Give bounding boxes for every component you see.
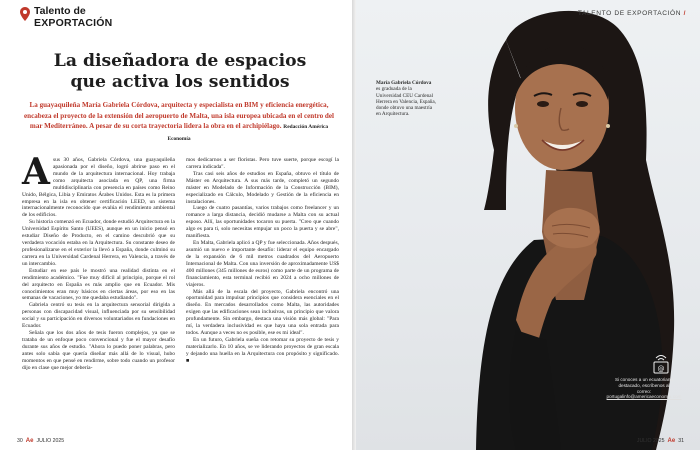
body-paragraph: En un futuro, Gabriela sueña con retomar su proyecto de tesis y materializarlo. En 10 años, se ve liderando proyectos de gran escala y dejando una huella en la Arquitectura con propósito y significado. ■ xyxy=(186,336,339,364)
body-paragraph: Estudiar en ese país le mostró una realidad distinta en el rendimiento académico. "Fue muy difícil al principio, porque el rol del arquitecto en España es más amplio que en Ecuador. Mis conocimientos eran muy básicos en ciertas áreas, por eso en las semanas de vacaciones, yo me quedaba estudiando". xyxy=(22,267,175,302)
right-page xyxy=(356,0,700,450)
magazine-logo: Ae xyxy=(25,438,34,444)
dek-text: La guayaquileña María Gabriela Córdova, arquitecta y especialista en BIM y eficiencia energética, encabeza el proyecto de la extensión del aeropuerto de Malta, una isla europea ubicada en el centro del mar Mediterráneo. A pesar de su corta trayectoria lidera la obra en el archipiélago. xyxy=(24,101,334,131)
drop-cap: A xyxy=(22,151,50,193)
section-title xyxy=(34,6,112,28)
body-paragraph: Más allá de la escala del proyecto, Gabriela encontró una oportunidad para impulsar principios que considera esenciales en el diseño. En mercados desarrollados como Malta, las autoridades exigen que las edificaciones sean inclusivas, un principio que valora profundamente. Sin embargo, destaca una visión más global: "Para mí, la verdadera inclusividad es que haya una sola entrada para todos. Aunque a veces no es posible, ese es mi ideal". xyxy=(186,288,339,337)
issue-date-left: JULIO 2025 xyxy=(36,438,65,444)
body-paragraph: mos dedicarnos a ser floristas. Pero tuve suerte, porque escogí la carrera indicada". xyxy=(186,157,339,170)
section-tag xyxy=(20,6,112,28)
body-column-1 xyxy=(22,151,175,427)
section-label-right: TALENTO DE EXPORTACIÓN / xyxy=(577,10,686,17)
body-paragraph: Su historia comenzó en Ecuador, donde estudió Arquitectura en la Universidad Espíritu Santo (UEES), aunque en un inicio pensó en estudiar Diseño de Producto, en el camino descubrió que su verdadera vocación estaba en la Arquitectura. Su constante deseo de profesionalizarse en el exterior la llevó a España, donde culminó su carrera en la Universidad Cardenal Herrera, en Valencia, a través de un intercambio. xyxy=(22,219,175,267)
body-paragraph: Luego de cuatro pasantías, varios trabajos como freelancer y un romance a larga distancia, decidió mudarse a Malta con su actual esposo. Allí, las oportunidades tocaron su puerta. "Creo que cuando algo es para ti, solo necesitas empujar un poco la puerta y se abre", manifiesta. xyxy=(186,205,339,240)
magazine-logo: Ae xyxy=(667,438,676,444)
contact-email-link[interactable]: portugalinfo@americaeconomia.com xyxy=(606,394,682,400)
issue-date-right: JULIO 2025 xyxy=(636,438,665,444)
contact-line2: destacado, escríbenos al xyxy=(618,382,670,388)
headline-line1: La diseñadora de espacios xyxy=(53,51,307,71)
body-paragraph: Señala que los dos años de tesis fueron complejos, ya que se trataba de un enfoque poco convencional y fue el mayor desafío durante sus años de estudio. "Ahora lo puedo poner palabras, pero antes solo sabía que quería diseñar más allá de lo visual, hubo momentos en que pensé en rendirme, sobre todo cuando un profesor dijo en clase que mejor debería- xyxy=(22,330,175,371)
contact-box xyxy=(604,377,684,400)
photo-caption xyxy=(376,80,436,118)
section-title-line2: EXPORTACIÓN xyxy=(34,16,113,29)
body-column-2 xyxy=(186,157,339,427)
headline-line2: que activa los sentidos xyxy=(70,72,290,92)
section-title-line1: Talento de xyxy=(34,5,86,17)
caption-text: es graduada de la Universidad CEU Cardenal Herrera en Valencia, España, donde obtuvo una maestría en Arquitectura. xyxy=(376,86,436,118)
section-slash: / xyxy=(683,10,686,17)
contact-line3: correo: xyxy=(636,388,652,394)
article-body xyxy=(22,151,340,427)
folio-right xyxy=(637,438,684,444)
body-paragraph: Tras casi seis años de estudios en España, obtuvo el título de Máster en Arquitectura. A sus más tarde, completó un segundo máster en Modelado de Información de la Construcción (BIM), especializado en Cálculo, Modelado y Gestión de la eficiencia en instalaciones. xyxy=(186,170,339,205)
end-mark: ■ xyxy=(186,357,190,364)
page-number-left: 30 xyxy=(17,438,23,444)
page-number-right: 31 xyxy=(678,438,684,444)
location-pin-icon xyxy=(20,7,30,21)
body-paragraph: Asus 30 años, Gabriela Córdova, una guayaquileña apasionada por el diseño, logró abrirse paso en el mundo de la arquitectura internacional. Hoy trabaja como arquitecta asociada en QP, una firma multidisciplinaria con presencia en países como Reino Unido, Bélgica, Libia y Emiratos Árabes Unidos. Esta es la primera empresa en la isla en obtener certificación LEED, un sistema internacionalmente reconocido que evalúa el rendimiento ambiental de los edificios. xyxy=(22,151,175,219)
folio-left xyxy=(17,438,64,444)
body-paragraph: En Malta, Gabriela aplicó a QP y fue seleccionada. Años después, asumió un nuevo e importante desafío: liderar el equipo encargado de la expansión de 6 mil metros cuadrados del Aeropuerto Internacional de Malta. Con una inversión de aproximadamente US$ 400 millones (345 millones de euros) como parte de un programa de financiamiento, esta terminal recibió en 2024 a ocho millones de viajeros. xyxy=(186,240,339,288)
article-dek xyxy=(22,100,336,144)
svg-text:@: @ xyxy=(657,365,665,373)
caption-name: María Gabriela Córdova xyxy=(376,80,432,86)
contact-line1: Si conoces a un ecuatoriano xyxy=(615,377,673,382)
body-paragraph: Gabriela centró su tesis en la arquitectura sensorial dirigida a personas con discapacidad visual, influenciada por su sensibilidad social y su participación en diversos voluntariados en fundaciones en Ecuador. xyxy=(22,302,175,330)
dek-credit: Redacción América Economía xyxy=(167,124,329,142)
article-headline xyxy=(30,51,330,93)
email-icon xyxy=(652,352,670,374)
